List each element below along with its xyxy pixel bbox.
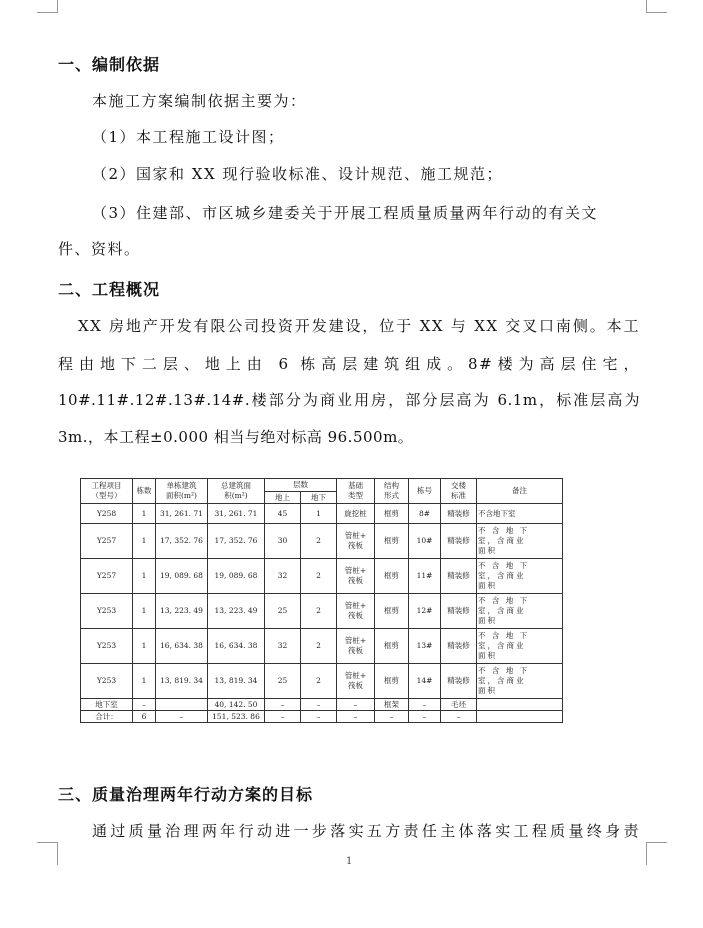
cell-unit-area	[156, 699, 208, 711]
cell-delivery: –	[441, 711, 477, 723]
basis-item-3-cont: 件、资料。	[58, 240, 141, 258]
cell-below: 1	[301, 504, 337, 524]
cell-delivery: 毛坯	[441, 699, 477, 711]
cell-unit-area: 19, 089. 68	[156, 559, 208, 594]
cell-remark	[477, 699, 563, 711]
cell-building-no: 11#	[409, 559, 441, 594]
table-row-total	[81, 711, 563, 723]
cell-unit-area: 17, 352. 76	[156, 524, 208, 559]
cell-below: –	[301, 711, 337, 723]
table-row	[81, 524, 563, 559]
overview-line-2: 程由地下二层、地上由 6 栋高层建筑组成。8#楼为高层住宅，	[58, 355, 640, 373]
header-structure: 结构 形式	[375, 479, 409, 504]
cell-foundation: –	[337, 699, 375, 711]
corner-mark-bottom-right	[646, 842, 667, 865]
cell-project: 地下室	[81, 699, 133, 711]
section-heading-2: 二、工程概况	[58, 280, 161, 299]
cell-project: Y258	[81, 504, 133, 524]
basis-item-3: （3）住建部、市区城乡建委关于开展工程质量质量两年行动的有关文	[92, 204, 599, 222]
cell-total-area: 40, 142. 50	[208, 699, 265, 711]
header-foundation: 基础 类型	[337, 479, 375, 504]
cell-project: Y253	[81, 594, 133, 629]
cell-structure: 框剪	[375, 629, 409, 664]
cell-count: 6	[133, 711, 156, 723]
header-delivery: 交楼 标准	[441, 479, 477, 504]
cell-count: 1	[133, 524, 156, 559]
cell-count: –	[133, 699, 156, 711]
header-count: 栋数	[133, 479, 156, 504]
cell-below: 2	[301, 594, 337, 629]
cell-building-no: 13#	[409, 629, 441, 664]
cell-total-area: 13, 223. 49	[208, 594, 265, 629]
overview-line-3: 10#.11#.12#.13#.14#.楼部分为商业用房，部分层高为 6.1m，标准层高为	[58, 391, 640, 409]
cell-above: 45	[265, 504, 301, 524]
cell-structure: 框剪	[375, 504, 409, 524]
cell-structure: –	[375, 711, 409, 723]
cell-structure: 框架	[375, 699, 409, 711]
cell-building-no: –	[409, 699, 441, 711]
cell-delivery: 精装修	[441, 664, 477, 699]
cell-remark: 不 含 地 下 室，含商业 面积	[477, 664, 563, 699]
header-project: 工程项目 （型号）	[81, 479, 133, 504]
cell-total-area: 151, 523. 86	[208, 711, 265, 723]
cell-remark: 不 含 地 下 室，含商业 面积	[477, 559, 563, 594]
cell-project: Y257	[81, 524, 133, 559]
cell-total-area: 16, 634. 38	[208, 629, 265, 664]
cell-below: 2	[301, 524, 337, 559]
overview-line-1: XX 房地产开发有限公司投资开发建设，位于 XX 与 XX 交叉口南侧。本工	[78, 317, 640, 335]
cell-building-no: 12#	[409, 594, 441, 629]
header-total-area: 总建筑面 积(m²)	[208, 479, 265, 504]
basis-item-1: （1）本工程施工设计图；	[92, 128, 285, 146]
cell-delivery: 精装修	[441, 504, 477, 524]
header-remark: 备注	[477, 479, 563, 504]
goal-line-1: 通过质量治理两年行动进一步落实五方责任主体落实工程质量终身责	[92, 822, 640, 840]
cell-below: –	[301, 699, 337, 711]
header-above: 地上	[265, 492, 301, 504]
cell-structure: 框剪	[375, 594, 409, 629]
cell-unit-area: 13, 819. 34	[156, 664, 208, 699]
cell-total-area: 31, 261. 71	[208, 504, 265, 524]
cell-total-area: 19, 089. 68	[208, 559, 265, 594]
cell-foundation: 管桩+ 筏板	[337, 594, 375, 629]
cell-building-no: 8#	[409, 504, 441, 524]
header-below: 地下	[301, 492, 337, 504]
cell-remark: 不含地下室	[477, 504, 563, 524]
table-row	[81, 629, 563, 664]
cell-structure: 框剪	[375, 524, 409, 559]
corner-mark-top-left	[37, 0, 58, 13]
cell-delivery: 精装修	[441, 524, 477, 559]
section-heading-1: 一、编制依据	[58, 55, 161, 74]
cell-below: 2	[301, 629, 337, 664]
cell-remark: 不 含 地 下 室，含商业 面积	[477, 629, 563, 664]
cell-unit-area: 16, 634. 38	[156, 629, 208, 664]
cell-project: Y257	[81, 559, 133, 594]
cell-above: 32	[265, 559, 301, 594]
cell-below: 2	[301, 559, 337, 594]
cell-foundation: –	[337, 711, 375, 723]
cell-delivery: 精装修	[441, 629, 477, 664]
cell-project: Y253	[81, 629, 133, 664]
cell-count: 1	[133, 594, 156, 629]
basis-intro: 本施工方案编制依据主要为：	[92, 92, 307, 110]
cell-above: 25	[265, 594, 301, 629]
table-row	[81, 504, 563, 524]
cell-project: 合计：	[81, 711, 133, 723]
table-header-row	[81, 479, 563, 492]
basis-item-2: （2）国家和 XX 现行验收标准、设计规范、施工规范；	[92, 165, 503, 183]
cell-above: –	[265, 711, 301, 723]
header-building-no: 栋号	[409, 479, 441, 504]
cell-structure: 框剪	[375, 559, 409, 594]
cell-building-no: 14#	[409, 664, 441, 699]
cell-delivery: 精装修	[441, 559, 477, 594]
table-row-basement	[81, 699, 563, 711]
cell-foundation: 管桩+ 筏板	[337, 629, 375, 664]
cell-count: 1	[133, 664, 156, 699]
cell-delivery: 精装修	[441, 594, 477, 629]
cell-below: 2	[301, 664, 337, 699]
cell-count: 1	[133, 504, 156, 524]
cell-total-area: 13, 819. 34	[208, 664, 265, 699]
header-floors: 层数	[265, 479, 337, 492]
corner-mark-bottom-left	[37, 842, 58, 865]
cell-above: 32	[265, 629, 301, 664]
cell-remark	[477, 711, 563, 723]
cell-unit-area: 13, 223. 49	[156, 594, 208, 629]
header-unit-area: 单栋建筑 面积(m²)	[156, 479, 208, 504]
cell-building-no: 10#	[409, 524, 441, 559]
overview-line-4: 3m.，本工程±0.000 相当与绝对标高 96.500m。	[58, 428, 414, 446]
cell-above: 25	[265, 664, 301, 699]
cell-foundation: 管桩+ 筏板	[337, 524, 375, 559]
table-row	[81, 664, 563, 699]
cell-building-no: –	[409, 711, 441, 723]
project-spec-table	[80, 478, 563, 723]
cell-above: 30	[265, 524, 301, 559]
table-row	[81, 559, 563, 594]
cell-foundation: 管桩+ 筏板	[337, 559, 375, 594]
page-number: 1	[346, 856, 353, 867]
cell-unit-area: –	[156, 711, 208, 723]
table-row	[81, 594, 563, 629]
cell-foundation: 旋挖桩	[337, 504, 375, 524]
cell-remark: 不 含 地 下 室，含商业 面积	[477, 594, 563, 629]
cell-structure: 框剪	[375, 664, 409, 699]
cell-project: Y253	[81, 664, 133, 699]
corner-mark-top-right	[646, 0, 667, 13]
cell-count: 1	[133, 629, 156, 664]
cell-above: –	[265, 699, 301, 711]
section-heading-3: 三、质量治理两年行动方案的目标	[58, 785, 314, 804]
cell-unit-area: 31, 261. 71	[156, 504, 208, 524]
cell-count: 1	[133, 559, 156, 594]
cell-foundation: 管桩+ 筏板	[337, 664, 375, 699]
cell-total-area: 17, 352. 76	[208, 524, 265, 559]
cell-remark: 不 含 地 下 室，含商业 面积	[477, 524, 563, 559]
